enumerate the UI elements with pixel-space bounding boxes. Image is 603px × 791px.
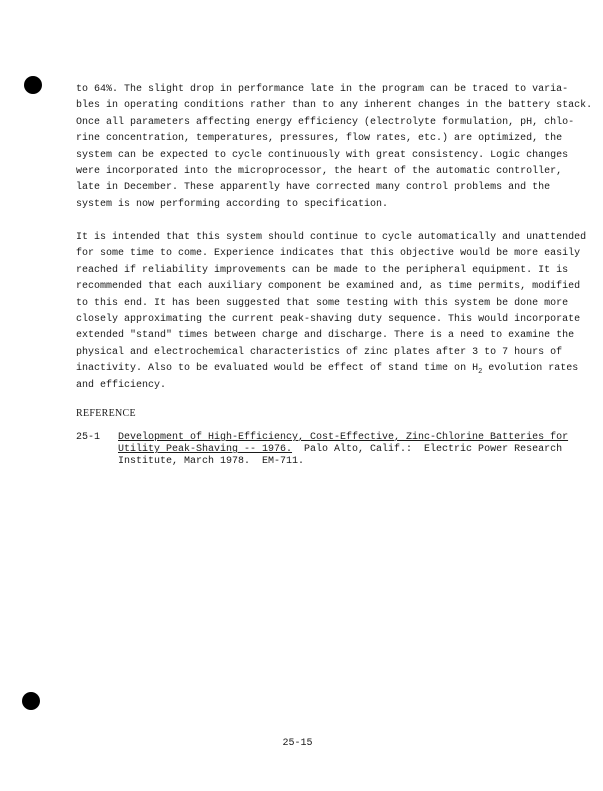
reference-line-2 [118,444,563,456]
punch-hole-top [24,76,42,94]
text-segment: evolution rates [482,363,579,375]
subscript-2: 2 [478,368,483,377]
reference-body [118,432,569,469]
reference-title-part-1: Development of High-Efficiency, Cost-Effective, Zinc-Chlorine Batteries for [118,432,569,443]
text-line: extended "stand" times between charge and discharge. There is a need to examine the [76,330,575,342]
text-line-h2 [76,361,579,377]
text-line: reached if reliability improvements can be made to the peripheral equipment. It is [76,264,569,276]
text-line: to this end. It has been suggested that some testing with this system be done more [76,297,569,309]
text-line: Once all parameters affecting energy efficiency (electrolyte formulation, pH, chlo- [76,116,575,128]
text-line: late in December. These apparently have corrected many control problems and the [76,182,551,194]
reference-number: 25-1 [76,432,101,443]
text-line: closely approximating the current peak-shaving duty sequence. This would incorporate [76,313,581,325]
text-line: rine concentration, temperatures, pressures, flow rates, etc.) are optimized, the [76,133,563,145]
text-line: system can be expected to cycle continuously with great consistency. Logic changes [76,149,569,161]
reference-title-part-2: Utility Peak-Shaving -- 1976. [118,444,293,456]
text-line: recommended that each auxiliary component be examined and, as time permits, modified [76,281,581,293]
text-line: It is intended that this system should continue to cycle automatically and unattended [76,232,587,243]
text-segment: inactivity. Also to be evaluated would be effect of stand time on H [76,363,479,375]
reference-publisher: Palo Alto, Calif.: Electric Power Research [292,444,563,456]
page-number: 25-15 [282,738,313,749]
text-line: to 64%. The slight drop in performance late in the program can be traced to varia- [76,84,569,95]
paragraph-2 [76,230,587,394]
text-line: physical and electrochemical characteristics of zinc plates after 3 to 7 hours of [76,346,563,358]
page-footer [0,738,603,749]
text-line: for some time to come. Experience indicates that this objective would be more easily [76,248,581,260]
reference-line-1 [118,432,569,444]
text-line: and efficiency. [76,379,167,391]
text-line: were incorporated into the microprocessor, the heart of the automatic controller, [76,165,563,177]
text-line: bles in operating conditions rather than to any inherent changes in the battery stack. [76,100,593,112]
reference-line-3: Institute, March 1978. EM-711. [118,456,305,468]
reference-heading: REFERENCE [76,408,136,419]
punch-hole-bottom [22,692,40,710]
paragraph-1 [76,82,593,213]
text-line: system is now performing according to specification. [76,198,389,210]
